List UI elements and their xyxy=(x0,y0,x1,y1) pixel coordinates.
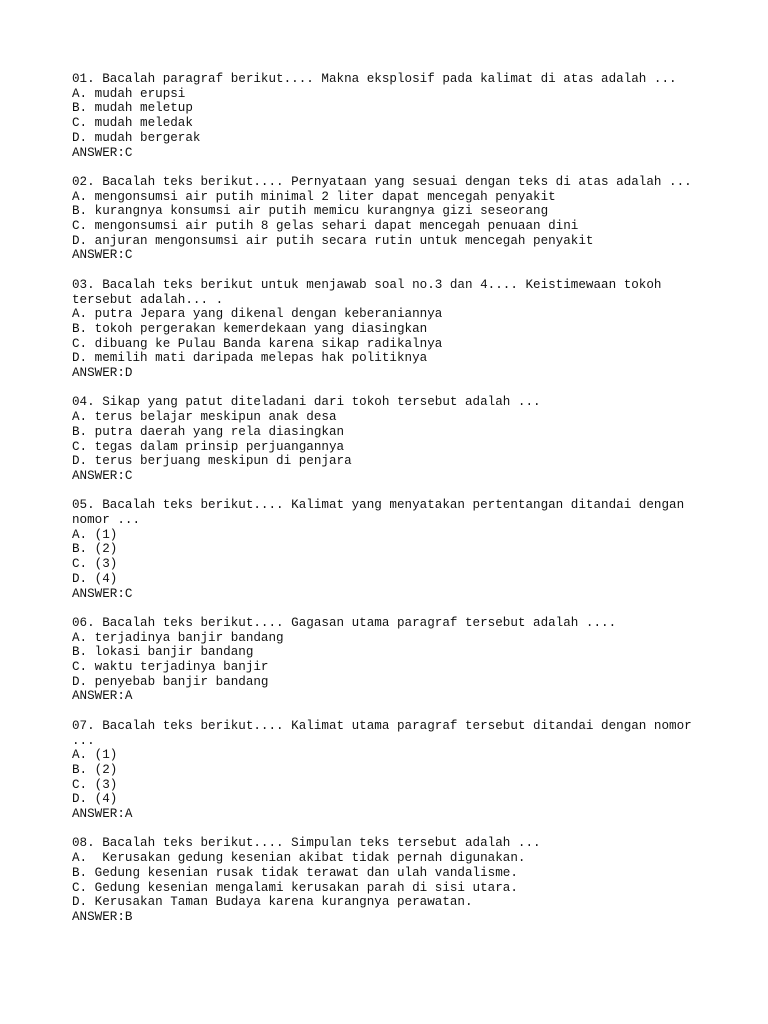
answer-key: ANSWER:A xyxy=(72,689,133,704)
option-c: C. mudah meledak xyxy=(72,116,193,131)
option-d: D. memilih mati daripada melepas hak politiknya xyxy=(72,351,428,366)
option-b: B. kurangnya konsumsi air putih memicu kurangnya gizi seseorang xyxy=(72,204,549,219)
option-c: C. (3) xyxy=(72,557,118,572)
question-02 xyxy=(72,175,712,263)
option-c: C. tegas dalam prinsip perjuangannya xyxy=(72,439,345,454)
option-b: B. tokoh pergerakan kemerdekaan yang diasingkan xyxy=(72,321,428,336)
option-a: A. terjadinya banjir bandang xyxy=(72,630,284,645)
question-01 xyxy=(72,72,712,160)
option-d: D. Kerusakan Taman Budaya karena kurangnya perawatan. xyxy=(72,895,473,910)
option-a: A. putra Jepara yang dikenal dengan keberaniannya xyxy=(72,307,443,322)
option-b: B. Gedung kesenian rusak tidak terawat dan ulah vandalisme. xyxy=(72,865,518,880)
answer-key: ANSWER:A xyxy=(72,807,133,822)
option-d: D. (4) xyxy=(72,792,118,807)
answer-key: ANSWER:C xyxy=(72,248,133,263)
option-b: B. lokasi banjir bandang xyxy=(72,645,254,660)
question-06 xyxy=(72,616,712,704)
option-a: A. (1) xyxy=(72,527,118,542)
question-stem: 05. Bacalah teks berikut.... Kalimat yang menyatakan pertentangan ditandai dengan nomor ... xyxy=(72,498,692,528)
option-d: D. mudah bergerak xyxy=(72,130,201,145)
question-stem: 06. Bacalah teks berikut.... Gagasan utama paragraf tersebut adalah .... xyxy=(72,615,617,630)
answer-key: ANSWER:B xyxy=(72,909,133,924)
question-08 xyxy=(72,836,712,924)
question-stem: 08. Bacalah teks berikut.... Simpulan teks tersebut adalah ... xyxy=(72,836,541,851)
question-05 xyxy=(72,498,712,601)
question-03 xyxy=(72,278,712,381)
question-stem: 07. Bacalah teks berikut.... Kalimat utama paragraf tersebut ditandai dengan nomor ... xyxy=(72,718,700,748)
option-d: D. anjuran mengonsumsi air putih secara rutin untuk mencegah penyakit xyxy=(72,233,594,248)
option-d: D. terus berjuang meskipun di penjara xyxy=(72,454,352,469)
option-a: A. mudah erupsi xyxy=(72,86,186,101)
option-c: C. waktu terjadinya banjir xyxy=(72,660,269,675)
answer-key: ANSWER:C xyxy=(72,145,133,160)
answer-key: ANSWER:C xyxy=(72,586,133,601)
option-c: C. (3) xyxy=(72,777,118,792)
option-b: B. (2) xyxy=(72,542,118,557)
option-d: D. (4) xyxy=(72,571,118,586)
answer-key: ANSWER:C xyxy=(72,468,133,483)
question-04 xyxy=(72,395,712,483)
answer-key: ANSWER:D xyxy=(72,366,133,381)
option-b: B. mudah meletup xyxy=(72,101,193,116)
option-a: A. mengonsumsi air putih minimal 2 liter dapat mencegah penyakit xyxy=(72,189,556,204)
question-stem: 02. Bacalah teks berikut.... Pernyataan yang sesuai dengan teks di atas adalah ... xyxy=(72,174,692,189)
document-page xyxy=(72,72,712,939)
option-c: C. dibuang ke Pulau Banda karena sikap radikalnya xyxy=(72,336,443,351)
option-d: D. penyebab banjir bandang xyxy=(72,674,269,689)
option-a: A. Kerusakan gedung kesenian akibat tidak pernah digunakan. xyxy=(72,851,526,866)
option-b: B. putra daerah yang rela diasingkan xyxy=(72,424,345,439)
option-c: C. Gedung kesenian mengalami kerusakan parah di sisi utara. xyxy=(72,880,518,895)
question-stem: 04. Sikap yang patut diteladani dari tokoh tersebut adalah ... xyxy=(72,395,541,410)
option-c: C. mengonsumsi air putih 8 gelas sehari dapat mencegah penuaan dini xyxy=(72,219,579,234)
option-b: B. (2) xyxy=(72,762,118,777)
question-stem: 01. Bacalah paragraf berikut.... Makna eksplosif pada kalimat di atas adalah ... xyxy=(72,72,677,86)
option-a: A. terus belajar meskipun anak desa xyxy=(72,410,337,425)
option-a: A. (1) xyxy=(72,748,118,763)
question-stem: 03. Bacalah teks berikut untuk menjawab soal no.3 dan 4.... Keistimewaan tokoh tersebut adalah... . xyxy=(72,277,670,307)
question-07 xyxy=(72,719,712,822)
